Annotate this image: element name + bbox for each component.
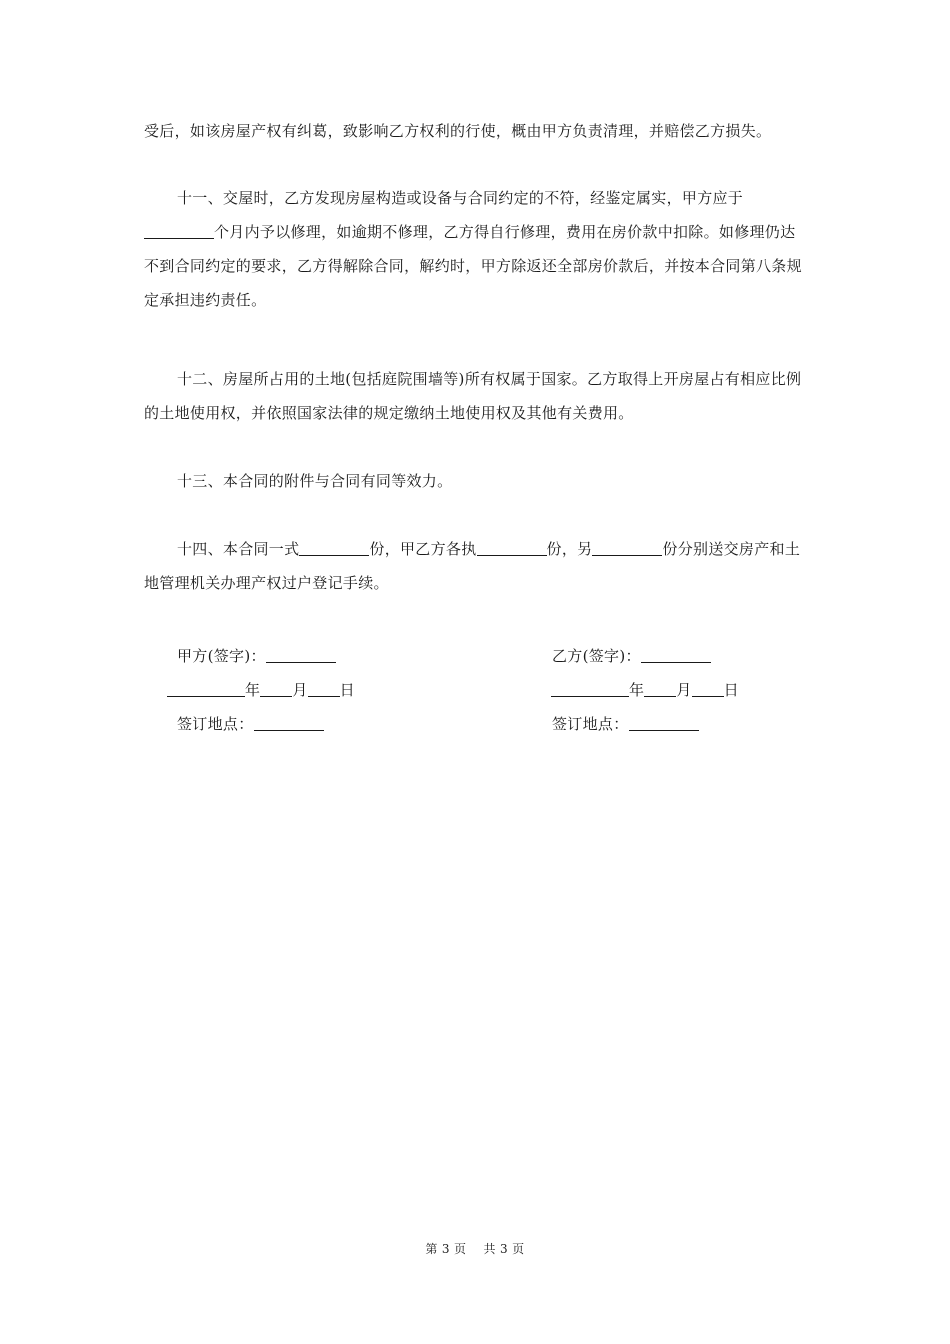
- party-b-label: 乙方(签字)：: [552, 647, 641, 665]
- party-b-place: [552, 713, 699, 735]
- party-b-place-blank: [629, 715, 699, 731]
- party-a-label: 甲方(签字)：: [177, 647, 266, 665]
- clause-11: [144, 181, 808, 317]
- party-a-year-blank: [167, 681, 245, 697]
- party-b-date: [551, 679, 739, 701]
- party-a-place: [177, 713, 324, 735]
- clause-14: [144, 532, 808, 600]
- month-label: 月: [292, 681, 308, 699]
- party-b-signature-blank: [641, 647, 711, 663]
- place-label: 签订地点：: [177, 715, 254, 733]
- day-label: 日: [339, 681, 355, 699]
- total-prefix: 共: [483, 1242, 496, 1256]
- clause-13: 十三、本合同的附件与合同有同等效力。: [177, 472, 453, 490]
- clause-14-text-b: 份，甲乙方各执: [369, 540, 477, 558]
- clause-14-text-c: 份，另: [546, 540, 593, 558]
- year-label: 年: [629, 681, 645, 699]
- page-suffix: 页: [454, 1242, 467, 1256]
- blank-copies-each: [477, 540, 547, 556]
- paragraph-continuation: 受后，如该房屋产权有纠葛，致影响乙方权利的行使，概由甲方负责清理，并赔偿乙方损失。: [144, 122, 772, 140]
- party-b-month-blank: [644, 681, 676, 697]
- clause-11-text-b: 个月内予以修理，如逾期不修理，乙方得自行修理，费用在房价款中扣除。如修理仍达不到合同约定的要求，乙方得解除合同，解约时，甲方除返还全部房价款后，并按本合同第八条规定承担违约责任。: [144, 223, 802, 309]
- clause-12: 十二、房屋所占用的土地(包括庭院围墙等)所有权属于国家。乙方取得上开房屋占有相应比例的土地使用权，并依照国家法律的规定缴纳土地使用权及其他有关费用。: [144, 370, 802, 422]
- day-label: 日: [723, 681, 739, 699]
- blank-copies-other: [592, 540, 662, 556]
- party-a-place-blank: [254, 715, 324, 731]
- party-a-signature-blank: [266, 647, 336, 663]
- party-b-signature: [552, 645, 711, 667]
- page-current: 3: [441, 1242, 450, 1256]
- clause-11-text-a: 十一、交屋时，乙方发现房屋构造或设备与合同约定的不符，经鉴定属实，甲方应于: [177, 189, 744, 207]
- page-total: 3: [499, 1242, 509, 1256]
- clause-14-text-a: 十四、本合同一式: [177, 540, 300, 558]
- party-b-day-blank: [692, 681, 724, 697]
- place-label: 签订地点：: [552, 715, 629, 733]
- blank-copies-total: [299, 540, 369, 556]
- party-a-day-blank: [308, 681, 340, 697]
- month-label: 月: [676, 681, 692, 699]
- blank-months: [144, 223, 214, 239]
- party-a-month-blank: [260, 681, 292, 697]
- page-footer: [0, 1240, 950, 1257]
- party-a-date: [167, 679, 355, 701]
- year-label: 年: [245, 681, 261, 699]
- party-a-signature: [177, 645, 336, 667]
- page-prefix: 第: [425, 1242, 438, 1256]
- clause-14-text-d: 份分别送交房产和土地管理机关办理产权过户登记手续。: [144, 540, 801, 592]
- total-suffix: 页: [512, 1242, 525, 1256]
- party-b-year-blank: [551, 681, 629, 697]
